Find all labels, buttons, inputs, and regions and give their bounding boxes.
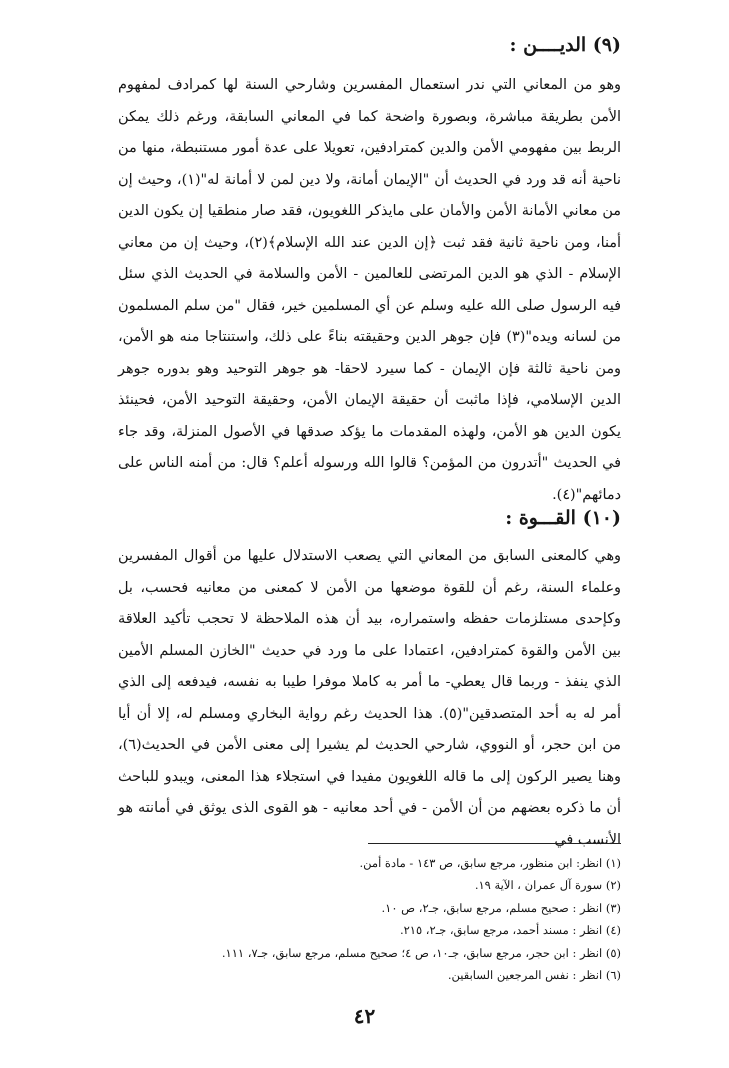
footnote-4: (٤) انظر : مسند أحمد، مرجع سابق، جـ٢، ٢١٥.	[399, 923, 621, 938]
footnote-6: (٦) انظر : نفس المرجعين السابقين.	[447, 968, 621, 983]
section-heading-strength: (١٠) القـــوة :	[505, 507, 621, 529]
footnote-1: (١) انظر: ابن منظور، مرجع سابق، ص ١٤٣ - مادة أمن.	[359, 856, 621, 870]
footnote-2: (٢) سورة آل عمران ، الآية ١٩.	[474, 878, 621, 893]
section-paragraph-strength: وهي كالمعنى السابق من المعاني التي يصعب الاستدلال عليها من أقوال المفسرين وعلماء السنة، رغم أن للقوة موضعها من الأمن لا كمعنى من معانيه فحسب، بل وكإحدى مستلزمات حفظه واستمراره، بيد أن هذه الملاحظة لا تحجب تأكيد العلاقة بين الأمن والقوة كمترادفين، اعتمادا على ما ورد في حديث "الخازن المسلم الأمين الذي ينفذ - وربما قال يعطي- ما أمر به كاملا موفرا طيبا به نفسه، فيدفعه إلى الذي أمر له به أحد المتصدقين"(٥). هذا الحديث رغم رواية البخاري ومسلم له، إلا أن أيا من ابن حجر، أو النووي، شارحي الحديث لم يشيرا إلى معنى الأمن في الحديث(٦)، وهنا يصير الركون إلى ما قاله اللغويون مفيدا في استجلاء هذا المعنى، ويبدو للباحث أن ما ذكره بعضهم من أن الأمن - في أحد معانيه - هو القوى الذى يوثق في أمانته هو الأنسب في	[118, 548, 622, 848]
footnote-5: (٥) انظر : ابن حجر، مرجع سابق، جـ١٠، ص ٤؛ صحيح مسلم، مرجع سابق، جـ٧، ١١١.	[221, 945, 621, 960]
footnotes-list	[101, 852, 621, 986]
section-heading-religion: (٩) الديــــن :	[509, 34, 621, 56]
page-number: ٤٢	[353, 1004, 376, 1028]
footnote-separator	[368, 843, 621, 844]
footnote-3: (٣) انظر : صحيح مسلم، مرجع سابق، جـ٢، ص ١٠.	[381, 900, 621, 915]
section-paragraph-religion: وهو من المعاني التي ندر استعمال المفسرين وشارحي السنة لها كمرادف لمفهوم الأمن بطريقة مباشرة، وبصورة واضحة كما في المعاني السابقة، ورغم ذلك يمكن الربط بين مفهومي الأمن والدين كمترادفين، تعويلا على عدة أمور مستنبطة، منها من ناحية أنه قد ورد في الحديث أن "الإيمان أمانة، ولا دين لمن لا أمانة له"(١)، وحيث إن من معاني الأمانة الأمن والأمان على مايذكر اللغويون، فقد صار منطقيا إن يكون الدين أمنا، ومن ناحية ثانية فقد ثبت ﴿إن الدين عند الله الإسلام﴾(٢)، وحيث إن من معاني الإسلام - الذي هو الدين المرتضى للعالمين - الأمن والسلامة في الحديث الذي سئل فيه الرسول صلى الله عليه وسلم عن أي المسلمين خير، فقال "من سلم المسلمون من لسانه ويده"(٣) فإن جوهر الدين وحقيقته بناءً على ذلك، واستنتاجا منه هو الأمن، ومن ناحية ثالثة فإن الإيمان - كما سيرد لاحقا- هو جوهر التوحيد وهو بدوره جوهر الدين الإسلامي، فإذا ماثبت أن حقيقة الإيمان الأمن، وحقيقة التوحيد الأمن، فحينئذ يكون الدين هو الأمن، ولهذه المقدمات ما يؤكد صدقها في الأصول المنزلة، وقد جاء في الحديث "أتدرون من المؤمن؟ قالوا الله ورسوله أعلم؟ قال: من أمنه الناس على دمائهم"(٤).	[118, 77, 622, 503]
